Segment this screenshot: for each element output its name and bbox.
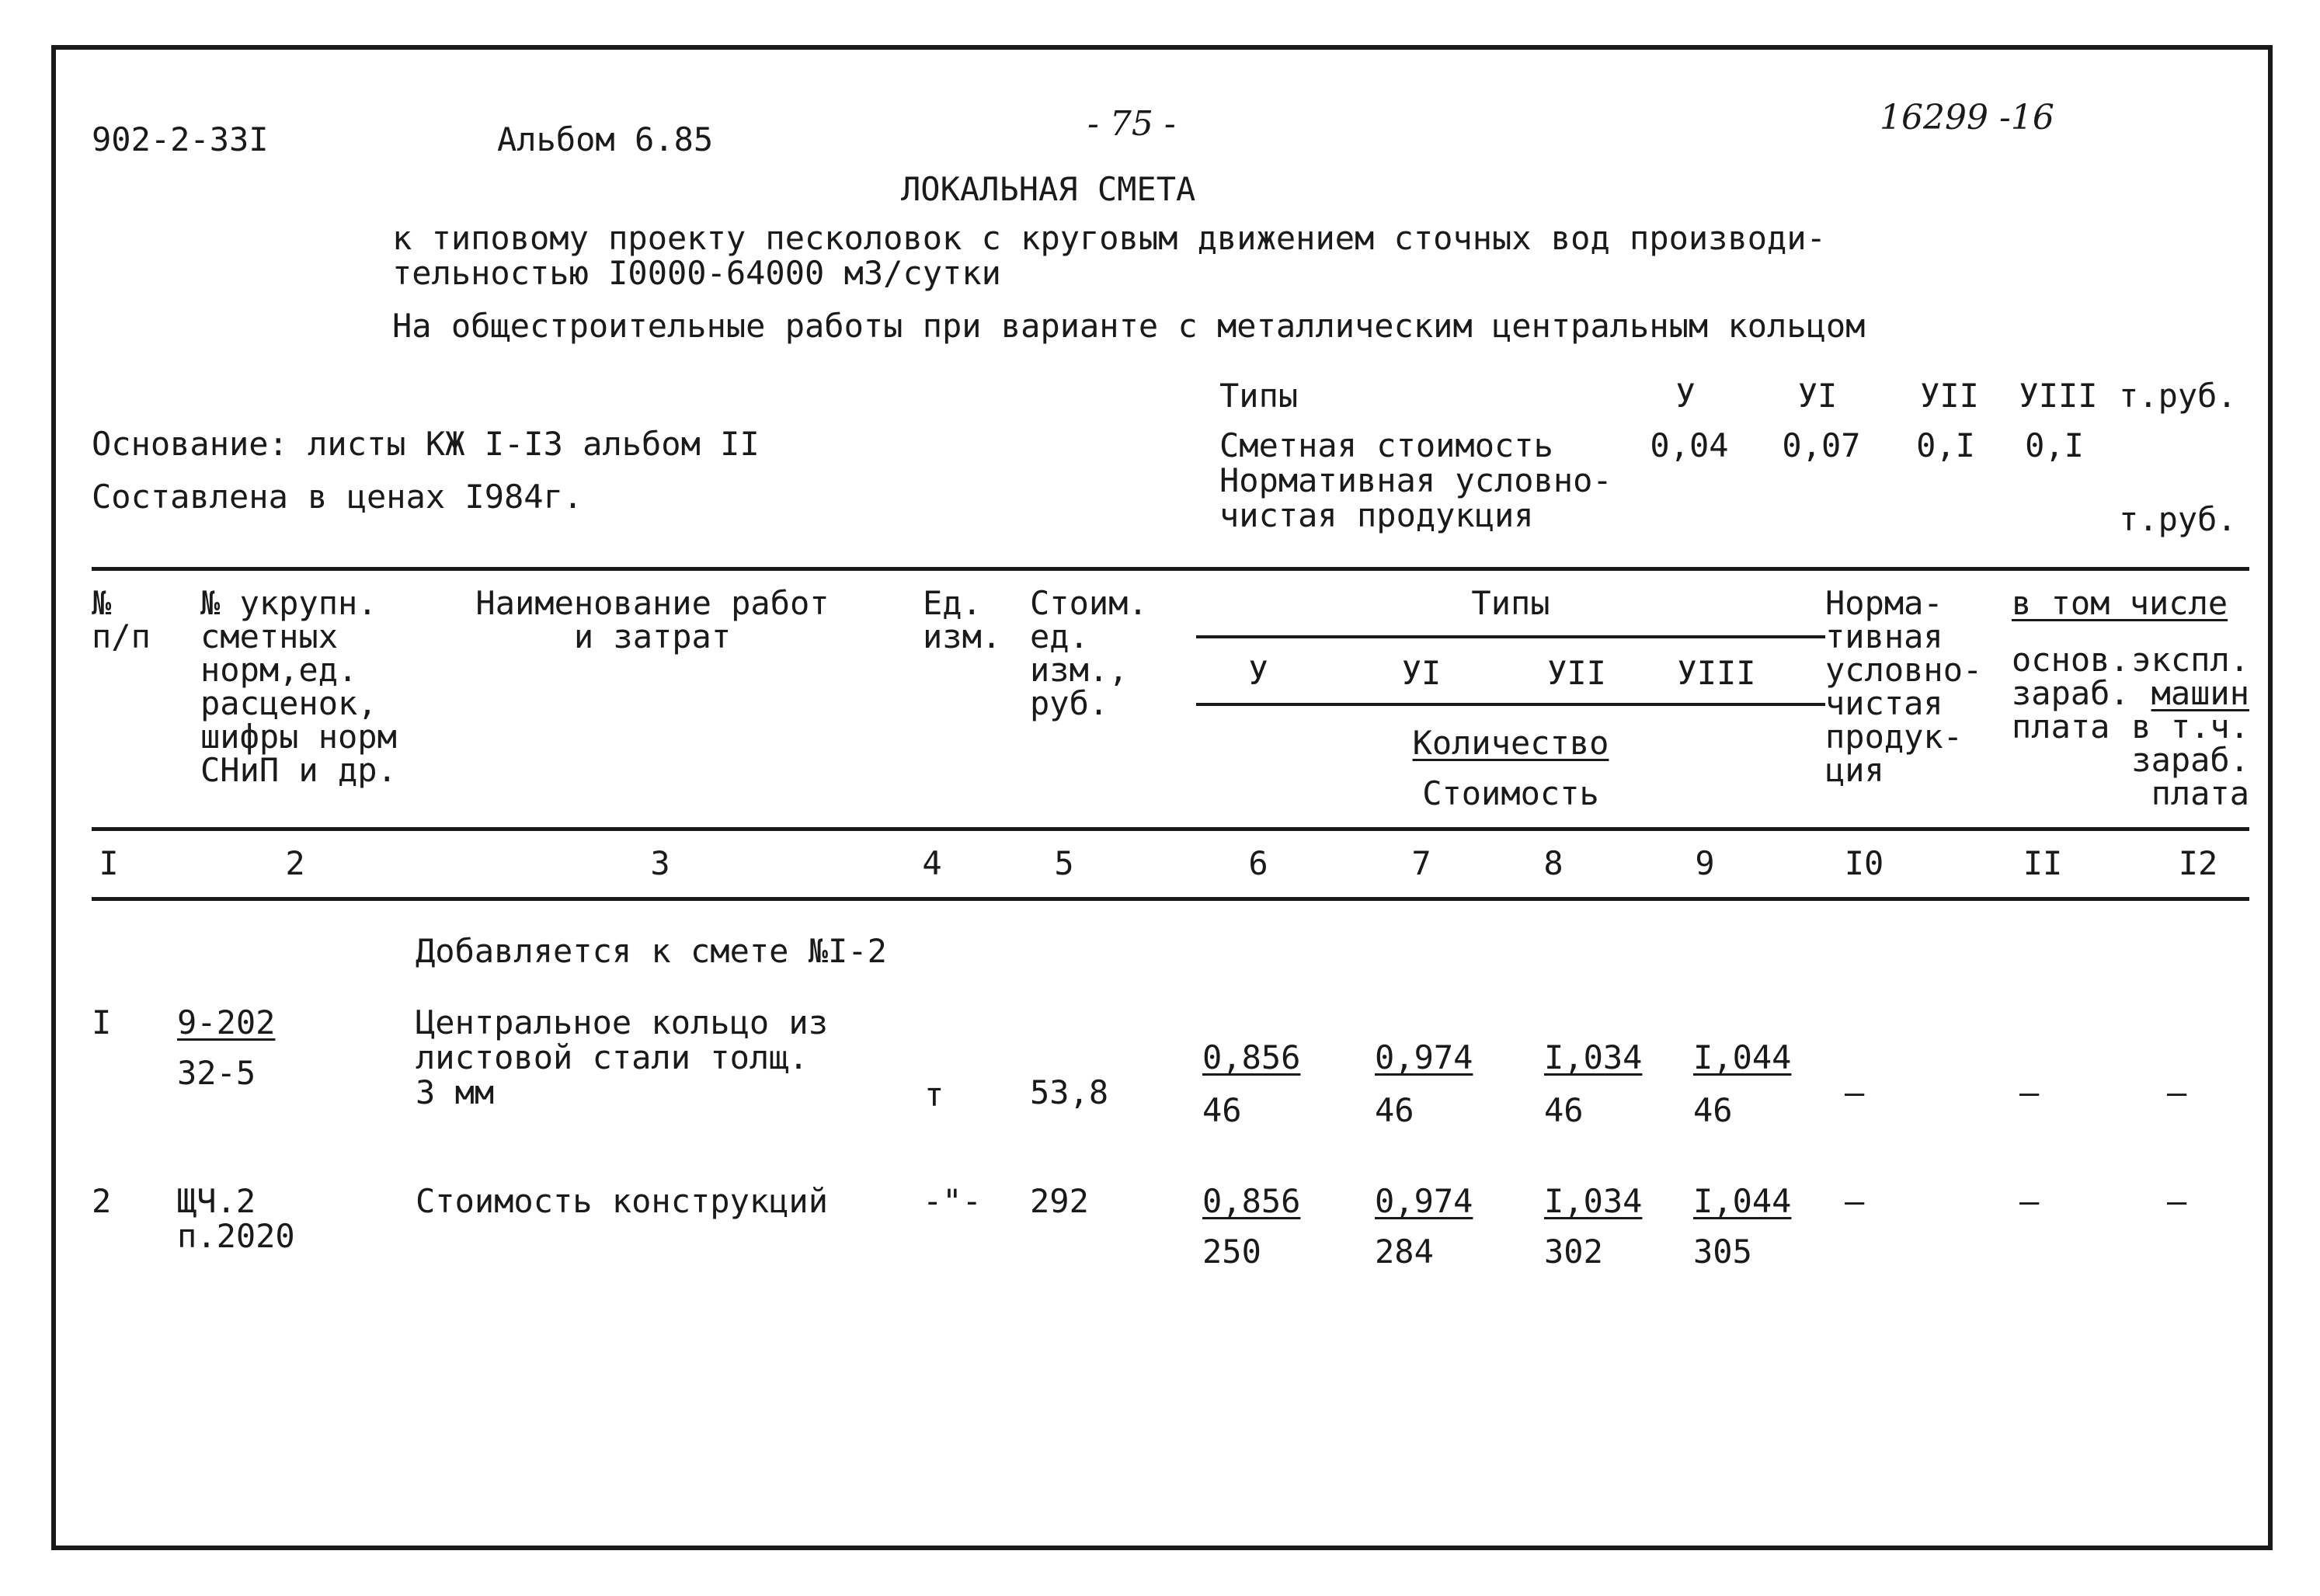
hdr-price-1: Стоим. [1030, 584, 1148, 622]
section-title: Добавляется к смете №I-2 [416, 932, 887, 970]
row1-code-1: 9-202 [177, 1003, 276, 1041]
row2-qty-4: I,044 [1693, 1182, 1792, 1220]
title-line-2: тельностью I0000-64000 м3/сутки [392, 254, 1001, 292]
summary-type-4: УIII [2019, 377, 2098, 415]
row2-unit: -"- [923, 1182, 982, 1220]
row1-qty-4: I,044 [1693, 1038, 1792, 1076]
summary-cost-1: 0,04 [1650, 426, 1729, 464]
basis-line-1: Основание: листы КЖ I-I3 альбом II [92, 425, 760, 463]
hdr-code-6: СНиП и др. [200, 751, 397, 789]
col-number-11: II [2023, 844, 2063, 882]
hdr-code-3: норм,ед. [200, 651, 358, 689]
col-number-6: 6 [1248, 844, 1268, 882]
summary-cost-4: 0,I [2025, 426, 2084, 464]
page-frame [51, 45, 2273, 1550]
col-number-9: 9 [1695, 844, 1715, 882]
hdr-c11-2: зараб. [2012, 674, 2130, 712]
summary-unit-2: т.руб. [2119, 500, 2237, 538]
row2-qty-1: 0,856 [1202, 1182, 1301, 1220]
hdr-norm-4: чистая [1825, 684, 1943, 722]
hdr-type-4: УIII [1677, 654, 1756, 692]
row1-qty-2: 0,974 [1375, 1038, 1473, 1076]
hdr-norm-3: условно- [1825, 651, 1983, 689]
hdr-unit-2: изм. [923, 617, 1002, 655]
hdr-c11-1: основ. [2012, 641, 2130, 679]
row1-c12: – [2167, 1073, 2187, 1111]
hdr-type-2: УI [1401, 654, 1442, 692]
row1-unit: т [924, 1076, 944, 1114]
hdr-cost: Стоимость [1422, 774, 1599, 812]
hdr-price-2: ед. [1030, 617, 1089, 655]
row2-qty-2: 0,974 [1375, 1182, 1473, 1220]
hdr-c12-3: в т.ч. [2131, 708, 2249, 746]
album-label: Альбом 6.85 [497, 120, 714, 158]
col-number-3: 3 [650, 844, 670, 882]
hdr-code-2: сметных [200, 617, 339, 655]
doc-title: ЛОКАЛЬНАЯ СМЕТА [901, 170, 1196, 208]
header-bottom-rule [92, 827, 2249, 831]
hdr-c12-2: машин [2151, 674, 2249, 712]
summary-type-3: УII [1920, 377, 1979, 415]
summary-cost-2: 0,07 [1782, 426, 1861, 464]
row2-cost-4: 305 [1693, 1233, 1752, 1271]
col-number-5: 5 [1054, 844, 1074, 882]
hdr-price-4: руб. [1030, 684, 1109, 722]
row1-c10: – [1845, 1073, 1865, 1111]
col-number-2: 2 [285, 844, 305, 882]
hdr-incl: в том числе [2012, 584, 2228, 622]
hdr-norm-1: Норма- [1825, 584, 1943, 622]
row1-cost-2: 46 [1375, 1091, 1414, 1129]
title-line-3: На общестроительные работы при варианте с металлическим центральным кольцом [392, 307, 1866, 345]
summary-norm-label-1: Нормативная условно- [1219, 461, 1612, 499]
hdr-c12-4: зараб. [2131, 741, 2249, 779]
hdr-c12-1: экспл. [2131, 641, 2249, 679]
hdr-norm-6: ция [1825, 751, 1884, 789]
row2-qty-3: I,034 [1544, 1182, 1643, 1220]
row1-code-2: 32-5 [177, 1054, 256, 1092]
col-number-12: I2 [2178, 844, 2218, 882]
row2-c12: – [2167, 1182, 2187, 1220]
row1-num: I [92, 1003, 112, 1041]
row2-price: 292 [1030, 1182, 1089, 1220]
col-number-7: 7 [1411, 844, 1431, 882]
basis-line-2: Составлена в ценах I984г. [92, 478, 583, 516]
table-top-rule [92, 567, 2249, 571]
row2-cost-1: 250 [1202, 1233, 1261, 1271]
hdr-code-5: шифры норм [200, 718, 397, 756]
hdr-price-3: изм., [1030, 651, 1129, 689]
hdr-code-4: расценок, [200, 684, 377, 722]
row1-price: 53,8 [1030, 1073, 1109, 1111]
row1-qty-1: 0,856 [1202, 1038, 1301, 1076]
hdr-c12-5: плата [2151, 774, 2249, 812]
hdr-num-1: № [92, 584, 112, 622]
summary-types-label: Типы [1219, 377, 1299, 415]
page-number: - 75 - [1087, 104, 1176, 144]
hdr-norm-5: продук- [1825, 718, 1963, 756]
hdr-name-2: и затрат [573, 617, 732, 655]
row1-name-2: листовой стали толщ. [416, 1038, 809, 1076]
hdr-quantity: Количество [1412, 724, 1609, 762]
summary-norm-label-2: чистая продукция [1219, 496, 1534, 534]
row2-code-1: ЩЧ.2 [177, 1182, 256, 1220]
summary-type-1: У [1675, 377, 1696, 415]
hdr-c11-3: плата [2012, 708, 2110, 746]
row2-code-2: п.2020 [177, 1217, 295, 1255]
types-rule [1196, 635, 1825, 638]
col-number-1: I [99, 844, 119, 882]
numbers-bottom-rule [92, 897, 2249, 901]
row1-cost-4: 46 [1693, 1091, 1733, 1129]
row1-c11: – [2019, 1073, 2040, 1111]
hdr-types-group: Типы [1471, 584, 1550, 622]
hdr-name-1: Наименование работ [475, 584, 830, 622]
row1-name-1: Центральное кольцо из [416, 1003, 829, 1041]
row2-c11: – [2019, 1182, 2040, 1220]
row1-cost-1: 46 [1202, 1091, 1242, 1129]
hdr-num-2: п/п [92, 617, 151, 655]
title-line-1: к типовому проекту песколовок с круговым движением сточных вод производи- [392, 219, 1826, 257]
summary-type-2: УI [1797, 377, 1838, 415]
row2-num: 2 [92, 1182, 112, 1220]
row2-cost-3: 302 [1544, 1233, 1603, 1271]
hdr-type-3: УII [1547, 654, 1606, 692]
row2-name-1: Стоимость конструкций [416, 1182, 829, 1220]
inventory-number: 16299 -16 [1880, 98, 2054, 137]
hdr-norm-2: тивная [1825, 617, 1943, 655]
types-sub-rule [1196, 703, 1825, 706]
row2-c10: – [1845, 1182, 1865, 1220]
col-number-10: I0 [1844, 844, 1884, 882]
hdr-code-1: № укрупн. [200, 584, 377, 622]
summary-cost-label: Сметная стоимость [1219, 426, 1553, 464]
col-number-4: 4 [922, 844, 942, 882]
hdr-unit-1: Ед. [923, 584, 982, 622]
summary-cost-3: 0,I [1916, 426, 1975, 464]
row1-name-3: 3 мм [416, 1073, 495, 1111]
doc-code: 902-2-33I [92, 120, 269, 158]
row2-cost-2: 284 [1375, 1233, 1434, 1271]
hdr-type-1: У [1248, 654, 1268, 692]
summary-unit-1: т.руб. [2119, 377, 2237, 415]
row1-qty-3: I,034 [1544, 1038, 1643, 1076]
row1-cost-3: 46 [1544, 1091, 1584, 1129]
col-number-8: 8 [1543, 844, 1563, 882]
